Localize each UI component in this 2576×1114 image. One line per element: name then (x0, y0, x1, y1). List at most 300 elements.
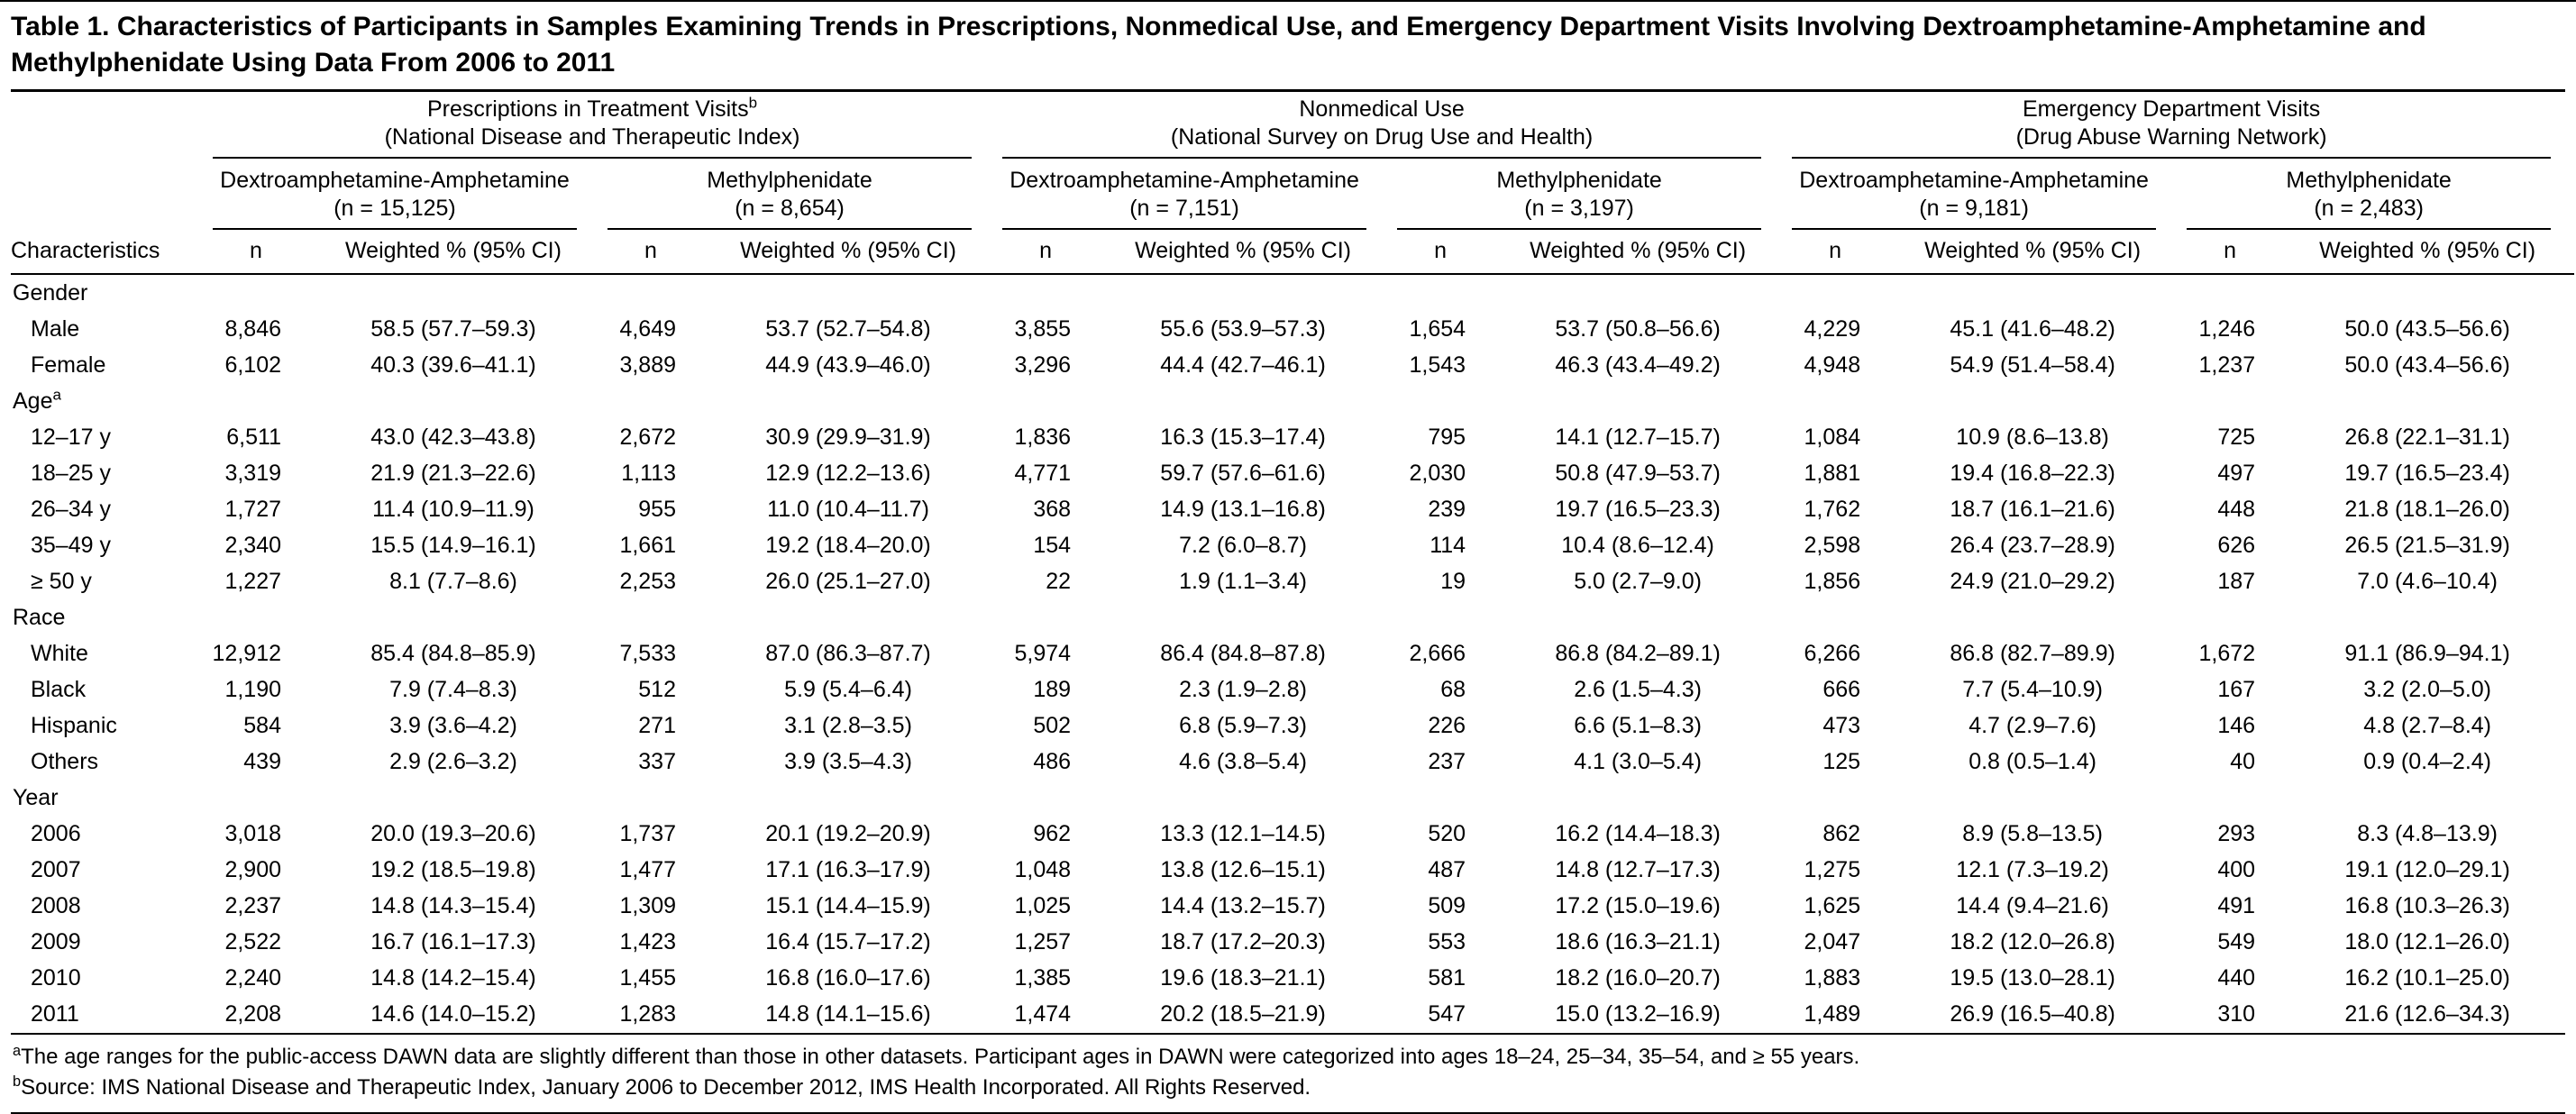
section-label: Race (13, 605, 66, 631)
table-row (11, 635, 2574, 671)
weighted-ci-value: 8.3 (4.8–13.9) (2357, 821, 2498, 847)
weighted-ci-value: 59.7 (57.6–61.6) (1160, 461, 1326, 487)
weighted-ci-value: 86.8 (82.7–89.9) (1950, 641, 2115, 667)
n-header: n (600, 230, 701, 274)
n-value: 1,883 (1804, 965, 1861, 991)
weighted-ci-value: 2.9 (2.6–3.2) (389, 749, 517, 775)
table-title: Table 1. Characteristics of Participants in Samples Examining Trends in Prescriptions, Nonmedical Use, and Emergency Department Visits Involving Dextroamphetamine-Amphetamine and Methylphenidate Using Data From 2006 to 2011 (11, 5, 2565, 92)
section-label: Age$^a$ (13, 386, 61, 415)
weighted-ci-value: 12.9 (12.2–13.6) (765, 461, 931, 487)
weighted-ci-value: 16.3 (15.3–17.4) (1160, 425, 1326, 451)
drug-header-dextro-ndti (206, 159, 600, 230)
table-row (11, 347, 2574, 383)
n-value: 1,084 (1804, 425, 1861, 451)
drug-n: (n = 15,125) (333, 196, 456, 222)
drug-header-methyl-dawn (2179, 159, 2574, 230)
weighted-ci-value: 13.8 (12.6–15.1) (1160, 857, 1326, 883)
weighted-ci-value: 3.1 (2.8–3.5) (784, 713, 912, 739)
n-value: 1,881 (1804, 461, 1861, 487)
weighted-ci-value: 14.8 (14.2–15.4) (370, 965, 536, 991)
weighted-ci-value: 1.9 (1.1–3.4) (1179, 569, 1307, 595)
n-header: n (995, 230, 1096, 274)
row-label: 2009 (31, 929, 81, 955)
n-value: 68 (1440, 677, 1466, 703)
weighted-ci-value: 14.4 (9.4–21.6) (1956, 893, 2109, 919)
n-value: 1,025 (1014, 893, 1072, 919)
n-value: 440 (2217, 965, 2256, 991)
weighted-ci-value: 85.4 (84.8–85.9) (370, 641, 536, 667)
weighted-ci-value: 11.4 (10.9–11.9) (372, 497, 534, 523)
table-row (11, 888, 2574, 924)
weighted-ci-value: 10.4 (8.6–12.4) (1561, 533, 1714, 559)
group-subtitle: (National Disease and Therapeutic Index) (384, 124, 800, 151)
n-value: 553 (1428, 929, 1466, 955)
weighted-ci-value: 19.4 (16.8–22.3) (1950, 461, 2115, 487)
n-value: 4,649 (619, 316, 676, 342)
weighted-ci-value: 16.2 (10.1–25.0) (2344, 965, 2510, 991)
weighted-header: Weighted % (95% CI) (701, 230, 995, 274)
characteristics-header: Characteristics (11, 230, 206, 274)
n-value: 487 (1428, 857, 1466, 883)
n-value: 6,102 (224, 352, 281, 379)
weighted-ci-value: 91.1 (86.9–94.1) (2344, 641, 2510, 667)
drug-header-dextro-nsduh (995, 159, 1390, 230)
row-label: 26–34 y (31, 497, 111, 523)
weighted-ci-value: 53.7 (52.7–54.8) (765, 316, 931, 342)
section-row (11, 599, 2574, 635)
weighted-ci-value: 5.0 (2.7–9.0) (1574, 569, 1702, 595)
section-row (11, 383, 2574, 419)
drug-n: (n = 8,654) (735, 196, 845, 222)
drug-name: Methylphenidate (707, 168, 872, 194)
drug-header-methyl-nsduh (1390, 159, 1785, 230)
weighted-ci-value: 19.2 (18.4–20.0) (765, 533, 931, 559)
weighted-header: Weighted % (95% CI) (2280, 230, 2574, 274)
weighted-ci-value: 3.2 (2.0–5.0) (2363, 677, 2491, 703)
weighted-header: Weighted % (95% CI) (1886, 230, 2179, 274)
weighted-ci-value: 26.9 (16.5–40.8) (1950, 1001, 2115, 1027)
n-value: 1,474 (1014, 1001, 1072, 1027)
weighted-ci-value: 50.0 (43.5–56.6) (2344, 316, 2510, 342)
n-value: 626 (2217, 533, 2256, 559)
n-value: 862 (1822, 821, 1861, 847)
n-value: 167 (2217, 677, 2256, 703)
weighted-ci-value: 17.1 (16.3–17.9) (765, 857, 931, 883)
row-label: ≥ 50 y (31, 569, 92, 595)
n-value: 1,737 (619, 821, 676, 847)
weighted-ci-value: 86.4 (84.8–87.8) (1160, 641, 1326, 667)
weighted-ci-value: 16.4 (15.7–17.2) (765, 929, 931, 955)
n-value: 2,237 (224, 893, 281, 919)
weighted-ci-value: 26.8 (22.1–31.1) (2344, 425, 2510, 451)
n-value: 512 (638, 677, 676, 703)
drug-n: (n = 7,151) (1129, 196, 1239, 222)
row-label: Hispanic (31, 713, 117, 739)
weighted-ci-value: 19.7 (16.5–23.3) (1555, 497, 1721, 523)
n-value: 2,253 (619, 569, 676, 595)
n-value: 2,208 (224, 1001, 281, 1027)
group-subtitle: (Drug Abuse Warning Network) (2015, 124, 2327, 151)
n-value: 187 (2217, 569, 2256, 595)
n-value: 955 (638, 497, 676, 523)
n-value: 239 (1428, 497, 1466, 523)
n-value: 146 (2217, 713, 2256, 739)
n-value: 1,309 (619, 893, 676, 919)
n-value: 4,229 (1804, 316, 1861, 342)
weighted-ci-value: 7.2 (6.0–8.7) (1179, 533, 1307, 559)
n-value: 448 (2217, 497, 2256, 523)
weighted-ci-value: 86.8 (84.2–89.1) (1555, 641, 1721, 667)
n-value: 2,900 (224, 857, 281, 883)
n-value: 1,048 (1014, 857, 1072, 883)
drug-n: (n = 9,181) (1919, 196, 2029, 222)
n-value: 1,654 (1409, 316, 1466, 342)
n-value: 2,666 (1409, 641, 1466, 667)
weighted-ci-value: 21.8 (18.1–26.0) (2344, 497, 2510, 523)
weighted-ci-value: 8.1 (7.7–8.6) (389, 569, 517, 595)
section-row (11, 780, 2574, 816)
n-value: 400 (2217, 857, 2256, 883)
table-row (11, 563, 2574, 599)
weighted-ci-value: 8.9 (5.8–13.5) (1962, 821, 2103, 847)
drug-name: Methylphenidate (1496, 168, 1662, 194)
n-value: 237 (1428, 749, 1466, 775)
drug-name: Dextroamphetamine-Amphetamine (220, 168, 570, 194)
section-row (11, 274, 2574, 311)
n-value: 491 (2217, 893, 2256, 919)
row-label: 35–49 y (31, 533, 111, 559)
n-value: 1,489 (1804, 1001, 1861, 1027)
weighted-ci-value: 45.1 (41.6–48.2) (1950, 316, 2115, 342)
drug-n: (n = 3,197) (1524, 196, 1634, 222)
row-label: Black (31, 677, 87, 703)
n-value: 189 (1033, 677, 1072, 703)
weighted-ci-value: 18.7 (16.1–21.6) (1950, 497, 2115, 523)
n-value: 1,455 (619, 965, 676, 991)
weighted-ci-value: 3.9 (3.6–4.2) (389, 713, 517, 739)
weighted-ci-value: 0.9 (0.4–2.4) (2363, 749, 2491, 775)
n-value: 547 (1428, 1001, 1466, 1027)
section-label: Year (13, 785, 59, 811)
group-header-ed-visits (1785, 92, 2574, 159)
table-row (11, 744, 2574, 780)
n-value: 2,047 (1804, 929, 1861, 955)
table-row (11, 491, 2574, 527)
footnote-a-marker: a (13, 1043, 22, 1060)
drug-n: (n = 2,483) (2314, 196, 2424, 222)
weighted-ci-value: 44.9 (43.9–46.0) (765, 352, 931, 379)
n-value: 1,672 (2198, 641, 2256, 667)
participants-table (11, 92, 2574, 1032)
n-value: 271 (638, 713, 676, 739)
n-value: 549 (2217, 929, 2256, 955)
n-value: 1,227 (224, 569, 281, 595)
row-label: 2007 (31, 857, 81, 883)
table-body (11, 274, 2574, 1032)
weighted-ci-value: 7.7 (5.4–10.9) (1962, 677, 2103, 703)
table-row (11, 816, 2574, 852)
n-value: 1,856 (1804, 569, 1861, 595)
n-value: 5,974 (1014, 641, 1072, 667)
corner-blank (11, 92, 206, 159)
table-row (11, 924, 2574, 960)
row-label: Others (31, 749, 99, 775)
drug-name: Dextroamphetamine-Amphetamine (1009, 168, 1359, 194)
weighted-ci-value: 30.9 (29.9–31.9) (765, 425, 931, 451)
footnote-b-text: Source: IMS National Disease and Therapeutic Index, January 2006 to December 2012, IMS Health Incorporated. All Rights Reserved. (21, 1075, 1311, 1100)
weighted-ci-value: 24.9 (21.0–29.2) (1950, 569, 2115, 595)
n-value: 1,762 (1804, 497, 1861, 523)
n-value: 7,533 (619, 641, 676, 667)
weighted-ci-value: 58.5 (57.7–59.3) (370, 316, 536, 342)
weighted-ci-value: 6.6 (5.1–8.3) (1574, 713, 1702, 739)
n-value: 293 (2217, 821, 2256, 847)
weighted-header: Weighted % (95% CI) (1096, 230, 1390, 274)
n-value: 2,030 (1409, 461, 1466, 487)
weighted-ci-value: 10.9 (8.6–13.8) (1956, 425, 2109, 451)
row-label: White (31, 641, 88, 667)
weighted-ci-value: 14.6 (14.0–15.2) (370, 1001, 536, 1027)
weighted-ci-value: 44.4 (42.7–46.1) (1160, 352, 1326, 379)
weighted-ci-value: 19.5 (13.0–28.1) (1950, 965, 2115, 991)
weighted-ci-value: 87.0 (86.3–87.7) (765, 641, 931, 667)
weighted-ci-value: 14.4 (13.2–15.7) (1160, 893, 1326, 919)
n-header: n (1785, 230, 1886, 274)
n-value: 1,423 (619, 929, 676, 955)
n-value: 584 (243, 713, 281, 739)
footnote-b-marker: b (13, 1073, 22, 1091)
n-value: 2,340 (224, 533, 281, 559)
row-label: Female (31, 352, 106, 379)
n-value: 725 (2217, 425, 2256, 451)
weighted-ci-value: 16.8 (16.0–17.6) (765, 965, 931, 991)
weighted-ci-value: 26.5 (21.5–31.9) (2344, 533, 2510, 559)
n-value: 4,948 (1804, 352, 1861, 379)
n-header: n (1390, 230, 1491, 274)
weighted-ci-value: 43.0 (42.3–43.8) (370, 425, 536, 451)
footnote-a (13, 1042, 2563, 1073)
drug-name: Dextroamphetamine-Amphetamine (1799, 168, 2149, 194)
table-row (11, 996, 2574, 1032)
weighted-ci-value: 55.6 (53.9–57.3) (1160, 316, 1326, 342)
drug-name: Methylphenidate (2286, 168, 2452, 194)
drug-header-dextro-dawn (1785, 159, 2179, 230)
table-row (11, 419, 2574, 455)
weighted-ci-value: 4.6 (3.8–5.4) (1179, 749, 1307, 775)
weighted-ci-value: 12.1 (7.3–19.2) (1956, 857, 2109, 883)
n-value: 1,385 (1014, 965, 1072, 991)
table-row (11, 311, 2574, 347)
row-label: 2008 (31, 893, 81, 919)
weighted-ci-value: 19.7 (16.5–23.4) (2344, 461, 2510, 487)
weighted-ci-value: 15.1 (14.4–15.9) (765, 893, 931, 919)
table-row (11, 527, 2574, 563)
n-value: 1,113 (621, 461, 676, 487)
weighted-ci-value: 53.7 (50.8–56.6) (1555, 316, 1721, 342)
weighted-ci-value: 4.8 (2.7–8.4) (2363, 713, 2491, 739)
n-value: 40 (2230, 749, 2256, 775)
group-header-row (11, 92, 2574, 159)
n-value: 962 (1033, 821, 1072, 847)
weighted-ci-value: 26.0 (25.1–27.0) (765, 569, 931, 595)
n-value: 368 (1033, 497, 1072, 523)
weighted-ci-value: 40.3 (39.6–41.1) (370, 352, 536, 379)
weighted-ci-value: 20.2 (18.5–21.9) (1160, 1001, 1326, 1027)
group-title: Emergency Department Visits (2023, 96, 2321, 123)
row-label: 2011 (31, 1001, 79, 1027)
n-value: 1,661 (619, 533, 676, 559)
n-value: 1,625 (1804, 893, 1861, 919)
n-value: 666 (1822, 677, 1861, 703)
weighted-ci-value: 46.3 (43.4–49.2) (1555, 352, 1721, 379)
weighted-ci-value: 50.0 (43.4–56.6) (2344, 352, 2510, 379)
row-label: 18–25 y (31, 461, 111, 487)
n-value: 1,257 (1014, 929, 1072, 955)
weighted-ci-value: 14.8 (14.3–15.4) (370, 893, 536, 919)
n-value: 6,266 (1804, 641, 1861, 667)
weighted-ci-value: 16.2 (14.4–18.3) (1555, 821, 1721, 847)
weighted-ci-value: 15.5 (14.9–16.1) (370, 533, 536, 559)
weighted-ci-value: 50.8 (47.9–53.7) (1555, 461, 1721, 487)
weighted-ci-value: 19.2 (18.5–19.8) (370, 857, 536, 883)
corner-blank (11, 159, 206, 230)
n-value: 114 (1430, 533, 1466, 559)
group-title: Nonmedical Use (1299, 96, 1465, 123)
weighted-ci-value: 11.0 (10.4–11.7) (767, 497, 929, 523)
weighted-ci-value: 2.6 (1.5–4.3) (1574, 677, 1702, 703)
n-value: 2,522 (224, 929, 281, 955)
weighted-ci-value: 13.3 (12.1–14.5) (1160, 821, 1326, 847)
weighted-ci-value: 0.8 (0.5–1.4) (1969, 749, 2096, 775)
weighted-ci-value: 14.1 (12.7–15.7) (1555, 425, 1721, 451)
row-label: 2006 (31, 821, 81, 847)
n-value: 3,855 (1014, 316, 1072, 342)
weighted-ci-value: 14.8 (12.7–17.3) (1555, 857, 1721, 883)
group-header-prescriptions (206, 92, 995, 159)
table-row (11, 960, 2574, 996)
weighted-ci-value: 4.7 (2.9–7.6) (1969, 713, 2096, 739)
table-row (11, 708, 2574, 744)
n-value: 8,846 (224, 316, 281, 342)
n-value: 1,543 (1409, 352, 1466, 379)
weighted-ci-value: 18.0 (12.1–26.0) (2344, 929, 2510, 955)
weighted-ci-value: 20.0 (19.3–20.6) (370, 821, 536, 847)
n-value: 520 (1428, 821, 1466, 847)
n-value: 3,889 (619, 352, 676, 379)
n-value: 497 (2217, 461, 2256, 487)
weighted-ci-value: 21.9 (21.3–22.6) (370, 461, 536, 487)
n-value: 337 (638, 749, 676, 775)
n-value: 1,275 (1804, 857, 1861, 883)
footnote-marker-a: a (52, 386, 61, 404)
n-value: 4,771 (1014, 461, 1072, 487)
n-value: 3,296 (1014, 352, 1072, 379)
group-title: Prescriptions in Treatment Visits$^b$ (426, 94, 758, 123)
n-value: 154 (1033, 533, 1072, 559)
n-value: 1,477 (619, 857, 676, 883)
footnote-marker-b: b (748, 94, 758, 112)
table-row (11, 852, 2574, 888)
weighted-ci-value: 19.6 (18.3–21.1) (1160, 965, 1326, 991)
weighted-ci-value: 18.2 (12.0–26.8) (1950, 929, 2115, 955)
table-row (11, 671, 2574, 708)
n-value: 22 (1046, 569, 1072, 595)
n-value: 1,283 (619, 1001, 676, 1027)
n-header: n (206, 230, 306, 274)
n-value: 1,727 (224, 497, 281, 523)
n-value: 486 (1033, 749, 1072, 775)
row-label: 12–17 y (31, 425, 111, 451)
n-value: 226 (1428, 713, 1466, 739)
n-value: 6,511 (226, 425, 281, 451)
n-value: 125 (1822, 749, 1861, 775)
footnotes (11, 1033, 2565, 1114)
weighted-ci-value: 7.9 (7.4–8.3) (389, 677, 517, 703)
drug-header-row (11, 159, 2574, 230)
table-row (11, 455, 2574, 491)
weighted-ci-value: 15.0 (13.2–16.9) (1555, 1001, 1721, 1027)
n-value: 509 (1428, 893, 1466, 919)
weighted-header: Weighted % (95% CI) (306, 230, 600, 274)
weighted-ci-value: 14.9 (13.1–16.8) (1160, 497, 1326, 523)
weighted-ci-value: 17.2 (15.0–19.6) (1555, 893, 1721, 919)
weighted-ci-value: 4.1 (3.0–5.4) (1574, 749, 1702, 775)
weighted-ci-value: 19.1 (12.0–29.1) (2344, 857, 2510, 883)
n-value: 2,672 (619, 425, 676, 451)
n-value: 19 (1440, 569, 1466, 595)
footnote-a-text: The age ranges for the public-access DAWN data are slightly different than those in other datasets. Participant ages in DAWN were categorized into ages 18–24, 25–34, 35–54, and ≥ 55 years. (21, 1045, 1860, 1070)
n-value: 1,237 (2198, 352, 2256, 379)
weighted-ci-value: 16.7 (16.1–17.3) (370, 929, 536, 955)
n-value: 1,246 (2198, 316, 2256, 342)
weighted-ci-value: 54.9 (51.4–58.4) (1950, 352, 2115, 379)
row-label: Male (31, 316, 80, 342)
n-value: 2,598 (1804, 533, 1861, 559)
drug-header-methyl-ndti (600, 159, 995, 230)
weighted-ci-value: 18.2 (16.0–20.7) (1555, 965, 1721, 991)
n-value: 1,836 (1014, 425, 1072, 451)
group-subtitle: (National Survey on Drug Use and Health) (1170, 124, 1594, 151)
group-header-nonmedical-use (995, 92, 1785, 159)
footnote-b (13, 1073, 2563, 1103)
n-value: 2,240 (224, 965, 281, 991)
weighted-ci-value: 7.0 (4.6–10.4) (2357, 569, 2498, 595)
n-value: 310 (2217, 1001, 2256, 1027)
weighted-ci-value: 18.6 (16.3–21.1) (1555, 929, 1721, 955)
section-label: Gender (13, 280, 88, 306)
n-value: 3,018 (224, 821, 281, 847)
weighted-ci-value: 21.6 (12.6–34.3) (2344, 1001, 2510, 1027)
weighted-ci-value: 3.9 (3.5–4.3) (784, 749, 912, 775)
n-value: 12,912 (212, 641, 281, 667)
n-value: 1,190 (224, 677, 281, 703)
n-value: 795 (1428, 425, 1466, 451)
row-label: 2010 (31, 965, 81, 991)
weighted-ci-value: 5.9 (5.4–6.4) (784, 677, 912, 703)
weighted-ci-value: 26.4 (23.7–28.9) (1950, 533, 2115, 559)
n-value: 581 (1428, 965, 1466, 991)
measure-header-row (11, 230, 2574, 274)
weighted-ci-value: 14.8 (14.1–15.6) (765, 1001, 931, 1027)
weighted-header: Weighted % (95% CI) (1491, 230, 1785, 274)
weighted-ci-value: 6.8 (5.9–7.3) (1179, 713, 1307, 739)
weighted-ci-value: 2.3 (1.9–2.8) (1179, 677, 1307, 703)
n-value: 473 (1822, 713, 1861, 739)
weighted-ci-value: 20.1 (19.2–20.9) (765, 821, 931, 847)
n-value: 502 (1033, 713, 1072, 739)
weighted-ci-value: 16.8 (10.3–26.3) (2344, 893, 2510, 919)
n-value: 439 (243, 749, 281, 775)
